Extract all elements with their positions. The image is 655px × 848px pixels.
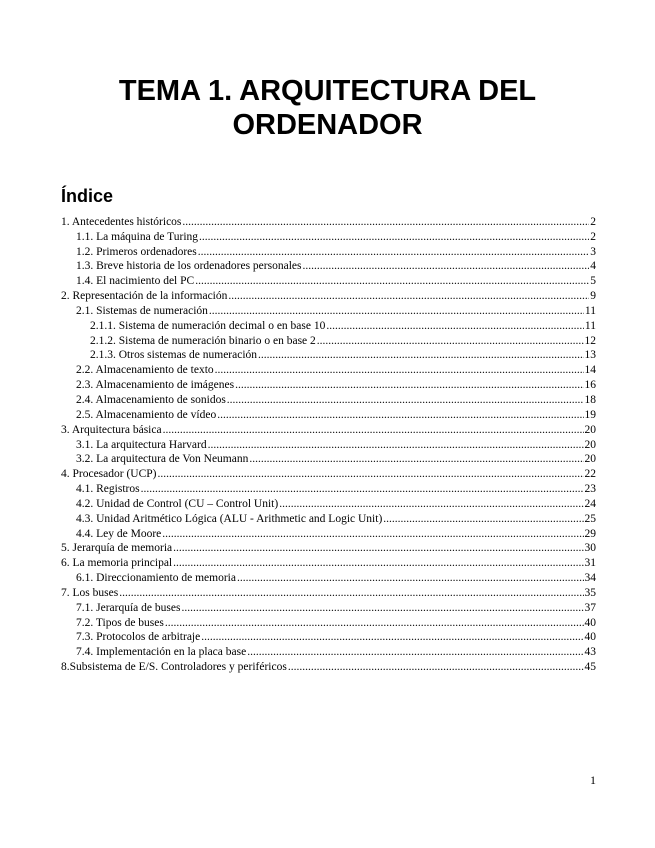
toc-dot-leader [258, 349, 583, 361]
toc-entry-text: 4.3. Unidad Aritmético Lógica (ALU - Arithmetic and Logic Unit) [76, 512, 383, 525]
toc-entry-text: 3. Arquitectura básica [61, 423, 162, 436]
toc-entry-text: 1.4. El nacimiento del PC [76, 275, 195, 288]
toc-entry-text: 7.2. Tipos de buses [76, 616, 164, 629]
toc-entry-page: 12 [584, 334, 596, 347]
toc-dot-leader [162, 528, 583, 540]
toc-entry-text: 2.4. Almacenamiento de sonidos [76, 393, 226, 406]
toc-entry-page: 29 [584, 527, 596, 540]
toc-entry-page: 4 [590, 260, 596, 273]
toc-entry[interactable] [61, 332, 596, 347]
toc-entry-page: 2 [590, 215, 596, 228]
toc-entry-text: 4.1. Registros [76, 483, 140, 496]
toc-dot-leader [208, 439, 584, 451]
toc-entry-text: 3.2. La arquitectura de Von Neumann [76, 453, 249, 466]
toc-dot-leader [165, 617, 584, 629]
toc-entry[interactable] [61, 480, 596, 495]
toc-dot-leader [237, 572, 584, 584]
toc-entry-text: 6. La memoria principal [61, 557, 173, 570]
toc-entry-page: 40 [584, 616, 596, 629]
toc-entry-page: 3 [590, 245, 596, 258]
toc-entry[interactable] [61, 599, 596, 614]
toc-dot-leader [195, 275, 589, 287]
toc-entry[interactable] [61, 584, 596, 599]
toc-entry[interactable] [61, 540, 596, 555]
toc-entry-page: 43 [584, 646, 596, 659]
toc-dot-leader [288, 661, 584, 673]
toc-entry[interactable] [61, 614, 596, 629]
toc-entry[interactable] [61, 465, 596, 480]
toc-dot-leader [119, 587, 583, 599]
toc-entry-text: 7.1. Jerarquía de buses [76, 601, 181, 614]
toc-dot-leader [163, 424, 584, 436]
toc-entry-page: 23 [584, 483, 596, 496]
toc-dot-leader [215, 364, 584, 376]
toc-entry-text: 2.3. Almacenamiento de imágenes [76, 379, 235, 392]
document-title [0, 74, 655, 142]
toc-entry-page: 19 [584, 408, 596, 421]
toc-entry-page: 31 [584, 557, 596, 570]
toc-dot-leader [228, 290, 589, 302]
toc-dot-leader [247, 646, 583, 658]
toc-entry[interactable] [61, 629, 596, 644]
toc-dot-leader [198, 246, 590, 258]
toc-dot-leader [181, 602, 583, 614]
toc-entry-text: 1. Antecedentes históricos [61, 215, 182, 228]
toc-entry[interactable] [61, 569, 596, 584]
toc-entry[interactable] [61, 643, 596, 658]
toc-entry-text: 2.5. Almacenamiento de vídeo [76, 408, 217, 421]
toc-entry-page: 20 [584, 423, 596, 436]
toc-entry-text: 3.1. La arquitectura Harvard [76, 438, 207, 451]
toc-dot-leader [217, 409, 583, 421]
title-line-1: TEMA 1. ARQUITECTURA DEL [118, 75, 537, 107]
toc-entry-page: 5 [590, 275, 596, 288]
toc-entry[interactable] [61, 213, 596, 228]
toc-entry[interactable] [61, 451, 596, 466]
toc-entry-page: 13 [584, 349, 596, 362]
toc-entry[interactable] [61, 554, 596, 569]
toc-dot-leader [383, 513, 583, 525]
toc-entry-text: 7. Los buses [61, 586, 119, 599]
toc-entry[interactable] [61, 658, 596, 673]
toc-entry-page: 18 [584, 393, 596, 406]
toc-entry[interactable] [61, 436, 596, 451]
toc-entry-page: 37 [584, 601, 596, 614]
toc-entry-page: 2 [590, 230, 596, 243]
toc-dot-leader [141, 483, 584, 495]
toc-entry-text: 2.1.2. Sistema de numeración binario o en base 2 [90, 334, 316, 347]
toc-entry-text: 1.3. Breve historia de los ordenadores personales [76, 260, 302, 273]
toc-dot-leader [182, 216, 589, 228]
toc-dot-leader [235, 379, 583, 391]
toc-dot-leader [279, 498, 583, 510]
toc-entry-text: 2.1.3. Otros sistemas de numeración [90, 349, 258, 362]
toc-entry-text: 4.4. Ley de Moore [76, 527, 162, 540]
toc-entry[interactable] [61, 376, 596, 391]
toc-dot-leader [249, 453, 583, 465]
toc-entry-page: 16 [584, 379, 596, 392]
toc-entry-text: 2.2. Almacenamiento de texto [76, 364, 214, 377]
toc-entry-text: 2. Representación de la información [61, 290, 228, 303]
toc-entry[interactable] [61, 228, 596, 243]
toc-entry-page: 11 [584, 319, 596, 332]
toc-entry-text: 5. Jerarquía de memoria [61, 542, 173, 555]
toc-entry-text: 2.1.1. Sistema de numeración decimal o en base 10 [90, 319, 326, 332]
toc-dot-leader [209, 305, 584, 317]
toc-entry[interactable] [61, 495, 596, 510]
toc-entry-page: 11 [584, 304, 596, 317]
toc-entry[interactable] [61, 272, 596, 287]
toc-dot-leader [173, 542, 583, 554]
toc-entry-page: 9 [590, 290, 596, 303]
toc-entry[interactable] [61, 302, 596, 317]
toc-dot-leader [302, 260, 589, 272]
title-line-2: ORDENADOR [232, 109, 423, 141]
toc-entry-page: 25 [584, 512, 596, 525]
toc-dot-leader [326, 320, 584, 332]
toc-entry-page: 30 [584, 542, 596, 555]
toc-entry-text: 7.3. Protocolos de arbitraje [76, 631, 201, 644]
toc-entry[interactable] [61, 317, 596, 332]
toc-dot-leader [201, 631, 583, 643]
toc-dot-leader [317, 335, 584, 347]
toc-entry[interactable] [61, 421, 596, 436]
toc-entry[interactable] [61, 287, 596, 302]
toc-entry-text: 8.Subsistema de E/S. Controladores y periféricos [61, 661, 287, 674]
toc-entry[interactable] [61, 258, 596, 273]
toc-entry[interactable] [61, 525, 596, 540]
toc-entry-text: 4. Procesador (UCP) [61, 468, 157, 481]
toc-entry-text: 6.1. Direccionamiento de memoria [76, 572, 236, 585]
toc-entry[interactable] [61, 406, 596, 421]
toc-dot-leader [158, 468, 584, 480]
toc-entry-page: 20 [584, 453, 596, 466]
toc-dot-leader [173, 557, 583, 569]
toc-entry-text: 7.4. Implementación en la placa base [76, 646, 247, 659]
toc-dot-leader [227, 394, 584, 406]
toc-entry[interactable] [61, 347, 596, 362]
toc-entry[interactable] [61, 361, 596, 376]
toc-entry-text: 1.2. Primeros ordenadores [76, 245, 197, 258]
index-heading: Índice [61, 186, 114, 206]
toc-entry-page: 35 [584, 586, 596, 599]
toc-entry[interactable] [61, 391, 596, 406]
toc-entry-page: 20 [584, 438, 596, 451]
toc-entry-text: 2.1. Sistemas de numeración [76, 304, 208, 317]
toc-entry-page: 34 [584, 572, 596, 585]
toc-entry-text: 1.1. La máquina de Turing [76, 230, 199, 243]
toc-entry-page: 45 [584, 661, 596, 674]
toc-entry[interactable] [61, 510, 596, 525]
toc-dot-leader [199, 231, 589, 243]
page-number: 1 [590, 773, 596, 787]
toc-entry-page: 14 [584, 364, 596, 377]
table-of-contents [61, 213, 596, 673]
toc-entry-text: 4.2. Unidad de Control (CU – Control Unit) [76, 497, 279, 510]
toc-entry-page: 24 [584, 497, 596, 510]
toc-entry-page: 22 [584, 468, 596, 481]
toc-entry-page: 40 [584, 631, 596, 644]
toc-entry[interactable] [61, 243, 596, 258]
